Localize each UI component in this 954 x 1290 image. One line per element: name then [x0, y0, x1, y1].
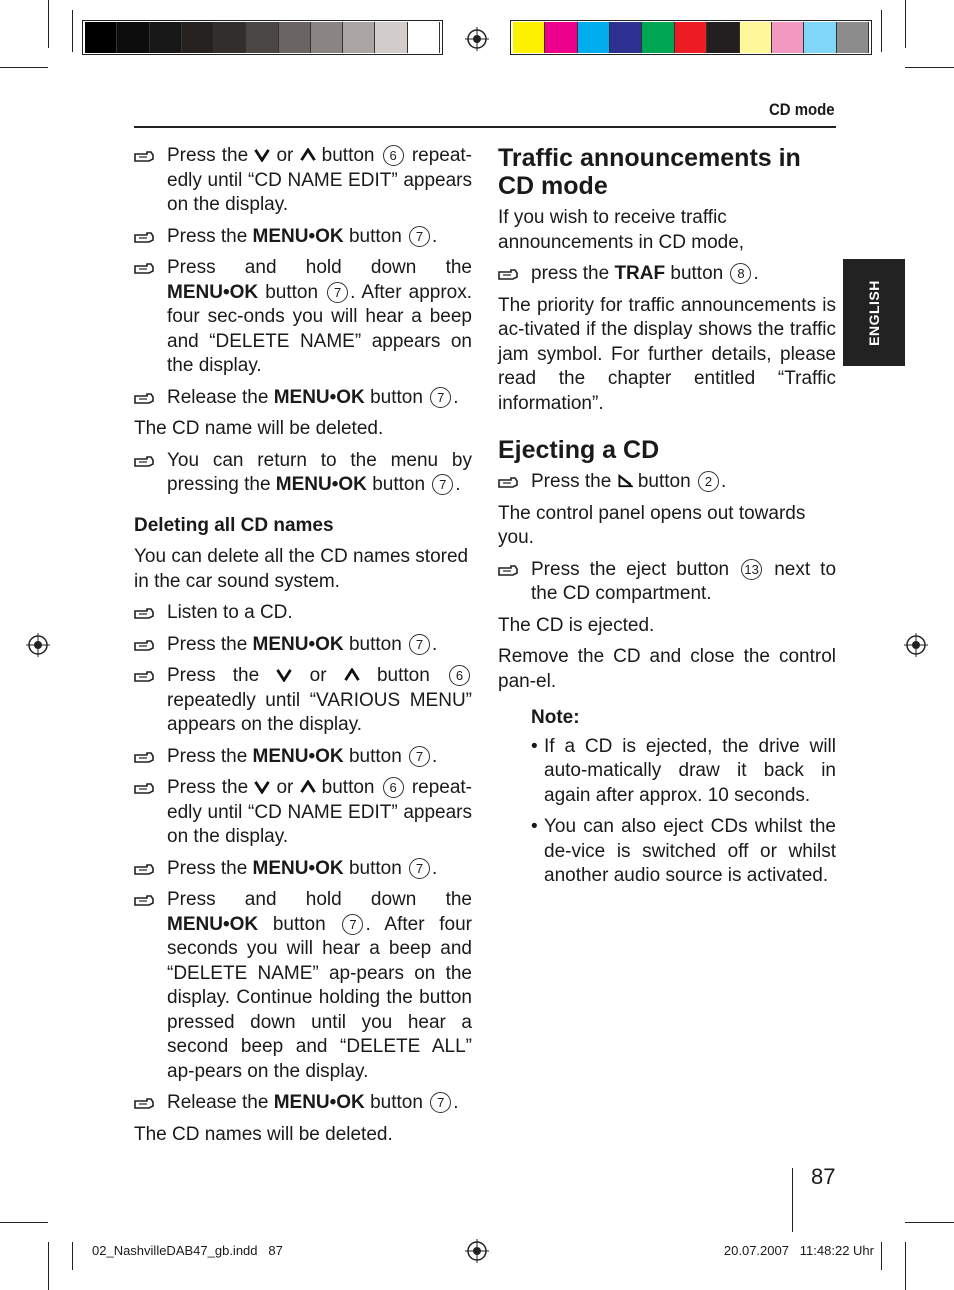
- button-number-badge: 6: [449, 665, 470, 686]
- gray-swatch: [182, 22, 214, 53]
- instruction-item: Press the or button 6 repeat-edly until “CD NAME EDIT” appears on the display.: [134, 144, 472, 218]
- body-text: The priority for traffic announcements is ac-tivated if the display shows the traffic jam symbol. For further details, please read the chapter entitled “Traffic information”.: [498, 294, 836, 414]
- button-number-badge: 7: [432, 474, 453, 495]
- instruction-item: Release the MENU•OK button 7 .: [134, 1091, 472, 1116]
- page-number-rule: [792, 1168, 793, 1232]
- note-item: • You can also eject CDs whilst the de-vice is switched off or whilst another audio source is activated.: [531, 816, 836, 886]
- button-number-badge: 7: [409, 746, 430, 767]
- instruction-item: Press the or button 6 repeatedly until “VARIOUS MENU” appears on the display.: [134, 664, 472, 738]
- button-name: MENU•OK: [167, 281, 259, 303]
- footer-timestamp: 20.07.2007 11:48:22 Uhr: [723, 1243, 874, 1258]
- pointing-hand-icon: [134, 669, 154, 683]
- button-number-badge: 7: [327, 282, 348, 303]
- gray-swatch: [85, 22, 117, 53]
- gray-calibration-bar: [82, 20, 443, 55]
- body-text: Remove the CD and close the control pan-el.: [498, 646, 836, 692]
- gray-swatch: [214, 22, 246, 53]
- color-swatch: [804, 22, 836, 53]
- button-name: MENU•OK: [252, 225, 344, 247]
- button-name: MENU•OK: [167, 913, 259, 935]
- instruction-item: Press and hold down the MENU•OK button 7 . After approx. four sec-onds you will hear a beep and “DELETE NAME” appears on the display.: [134, 256, 472, 379]
- down-arrow-icon: [254, 780, 270, 794]
- button-name: MENU•OK: [252, 745, 344, 767]
- down-arrow-icon: [276, 668, 292, 682]
- section-heading: Ejecting a CD: [498, 436, 660, 464]
- instruction-item: Press the MENU•OK button 7 .: [134, 225, 472, 250]
- registration-mark-icon: [465, 1239, 489, 1263]
- gray-swatch: [408, 22, 440, 53]
- button-name: MENU•OK: [275, 474, 367, 495]
- button-number-badge: 6: [383, 145, 404, 166]
- registration-mark-icon: [904, 633, 928, 657]
- pointing-hand-icon: [134, 893, 154, 907]
- instruction-item: Listen to a CD.: [134, 601, 472, 626]
- bullet-icon: •: [531, 816, 538, 837]
- page-number: 87: [811, 1164, 836, 1189]
- color-swatch: [740, 22, 772, 53]
- button-number-badge: 7: [430, 387, 451, 408]
- crop-mark: [22, 67, 48, 68]
- pointing-hand-icon: [134, 1096, 154, 1110]
- button-number-badge: 6: [383, 777, 404, 798]
- pointing-hand-icon: [134, 391, 154, 405]
- color-swatch: [642, 22, 674, 53]
- color-calibration-bar: [510, 20, 872, 55]
- color-swatch: [610, 22, 642, 53]
- crop-mark: [48, 1242, 49, 1290]
- crop-mark: [881, 10, 882, 52]
- color-swatch: [513, 22, 545, 53]
- gray-swatch: [311, 22, 343, 53]
- down-arrow-icon: [254, 148, 270, 162]
- footer-file-info: 02_NashvilleDAB47_gb.indd 87: [92, 1243, 283, 1258]
- button-name: MENU•OK: [252, 857, 344, 879]
- gray-swatch: [117, 22, 149, 53]
- section-title: CD mode: [769, 100, 835, 119]
- pointing-hand-icon: [134, 230, 154, 244]
- pointing-hand-icon: [134, 750, 154, 764]
- gray-swatch: [279, 22, 311, 53]
- crop-mark: [72, 10, 73, 52]
- button-number-badge: 7: [409, 858, 430, 879]
- pointing-hand-icon: [498, 475, 518, 489]
- button-number-badge: 8: [730, 263, 751, 284]
- button-number-badge: 7: [342, 914, 363, 935]
- right-column: [498, 144, 836, 896]
- button-name: MENU•OK: [273, 1092, 365, 1113]
- language-tab-label: ENGLISH: [866, 279, 882, 346]
- language-tab: [843, 259, 905, 366]
- body-text: The CD is ejected.: [498, 614, 655, 636]
- button-name: MENU•OK: [252, 633, 344, 655]
- up-arrow-icon: [300, 148, 316, 162]
- section-heading: Traffic announcements in CD mode: [498, 144, 801, 200]
- bullet-icon: •: [531, 735, 538, 757]
- crop-mark: [881, 1242, 882, 1270]
- instruction-item: Press the MENU•OK button 7 .: [134, 857, 472, 882]
- gray-swatch: [150, 22, 182, 53]
- button-name: TRAF: [614, 263, 666, 284]
- pointing-hand-icon: [134, 261, 154, 275]
- instruction-item: Release the MENU•OK button 7 .: [134, 386, 472, 411]
- instruction-item: Press the or button 6 repeat-edly until “CD NAME EDIT” appears on the display.: [134, 776, 472, 850]
- instruction-item: Press the MENU•OK button 7 .: [134, 633, 472, 658]
- button-number-badge: 13: [741, 559, 762, 580]
- pointing-hand-icon: [134, 454, 154, 468]
- instruction-item: Press the button 2 .: [498, 470, 836, 495]
- button-number-badge: 7: [409, 634, 430, 655]
- body-text: If you wish to receive traffic announcements in CD mode,: [498, 207, 745, 253]
- pointing-hand-icon: [134, 606, 154, 620]
- subheading: Deleting all CD names: [134, 514, 334, 536]
- crop-mark: [905, 67, 954, 68]
- instruction-item: Press the MENU•OK button 7 .: [134, 745, 472, 770]
- crop-mark: [905, 1222, 954, 1223]
- left-column: [134, 144, 472, 1154]
- instruction-item: Press and hold down the MENU•OK button 7 . After four seconds you will hear a beep and “DELETE NAME” ap-pears on the display. Continue holding the button pressed down until you hear a second beep and “DELETE ALL” ap-pears on the display.: [134, 888, 472, 1084]
- registration-mark-icon: [465, 27, 489, 51]
- instruction-item: press the TRAF button 8 .: [498, 262, 836, 287]
- color-swatch: [675, 22, 707, 53]
- gray-swatch: [246, 22, 278, 53]
- gray-swatch: [343, 22, 375, 53]
- color-swatch: [707, 22, 739, 53]
- pointing-hand-icon: [134, 149, 154, 163]
- registration-mark-icon: [26, 633, 50, 657]
- pointing-hand-icon: [134, 862, 154, 876]
- crop-mark: [0, 1222, 48, 1223]
- body-text: The CD names will be deleted.: [134, 1123, 393, 1145]
- up-arrow-icon: [300, 780, 316, 794]
- up-arrow-icon: [344, 668, 360, 682]
- crop-mark: [905, 0, 906, 48]
- body-text: The CD name will be deleted.: [134, 418, 384, 439]
- button-number-badge: 2: [698, 471, 719, 492]
- button-number-badge: 7: [430, 1092, 451, 1113]
- color-swatch: [772, 22, 804, 53]
- body-text: The control panel opens out towards you.: [498, 502, 806, 548]
- instruction-item: You can return to the menu by pressing the MENU•OK button 7 .: [134, 449, 472, 498]
- pointing-hand-icon: [134, 781, 154, 795]
- color-swatch: [578, 22, 610, 53]
- crop-mark: [905, 1242, 906, 1290]
- pointing-hand-icon: [498, 267, 518, 281]
- pointing-hand-icon: [498, 563, 518, 577]
- pointing-hand-icon: [134, 638, 154, 652]
- instruction-item: Press the eject button 13 next to the CD compartment.: [498, 558, 836, 607]
- gray-swatch: [375, 22, 407, 53]
- note-item: • If a CD is ejected, the drive will auto-matically draw it back in again after approx. 10 seconds.: [531, 735, 836, 806]
- button-name: MENU•OK: [273, 386, 365, 408]
- crop-mark: [48, 0, 49, 48]
- button-number-badge: 7: [409, 226, 430, 247]
- eject-icon: [617, 474, 633, 488]
- color-swatch: [837, 22, 869, 53]
- header-rule: [134, 126, 836, 128]
- body-text: You can delete all the CD names stored in the car sound system.: [134, 546, 469, 592]
- crop-mark: [72, 1242, 73, 1270]
- note-title: Note:: [531, 707, 580, 728]
- color-swatch: [545, 22, 577, 53]
